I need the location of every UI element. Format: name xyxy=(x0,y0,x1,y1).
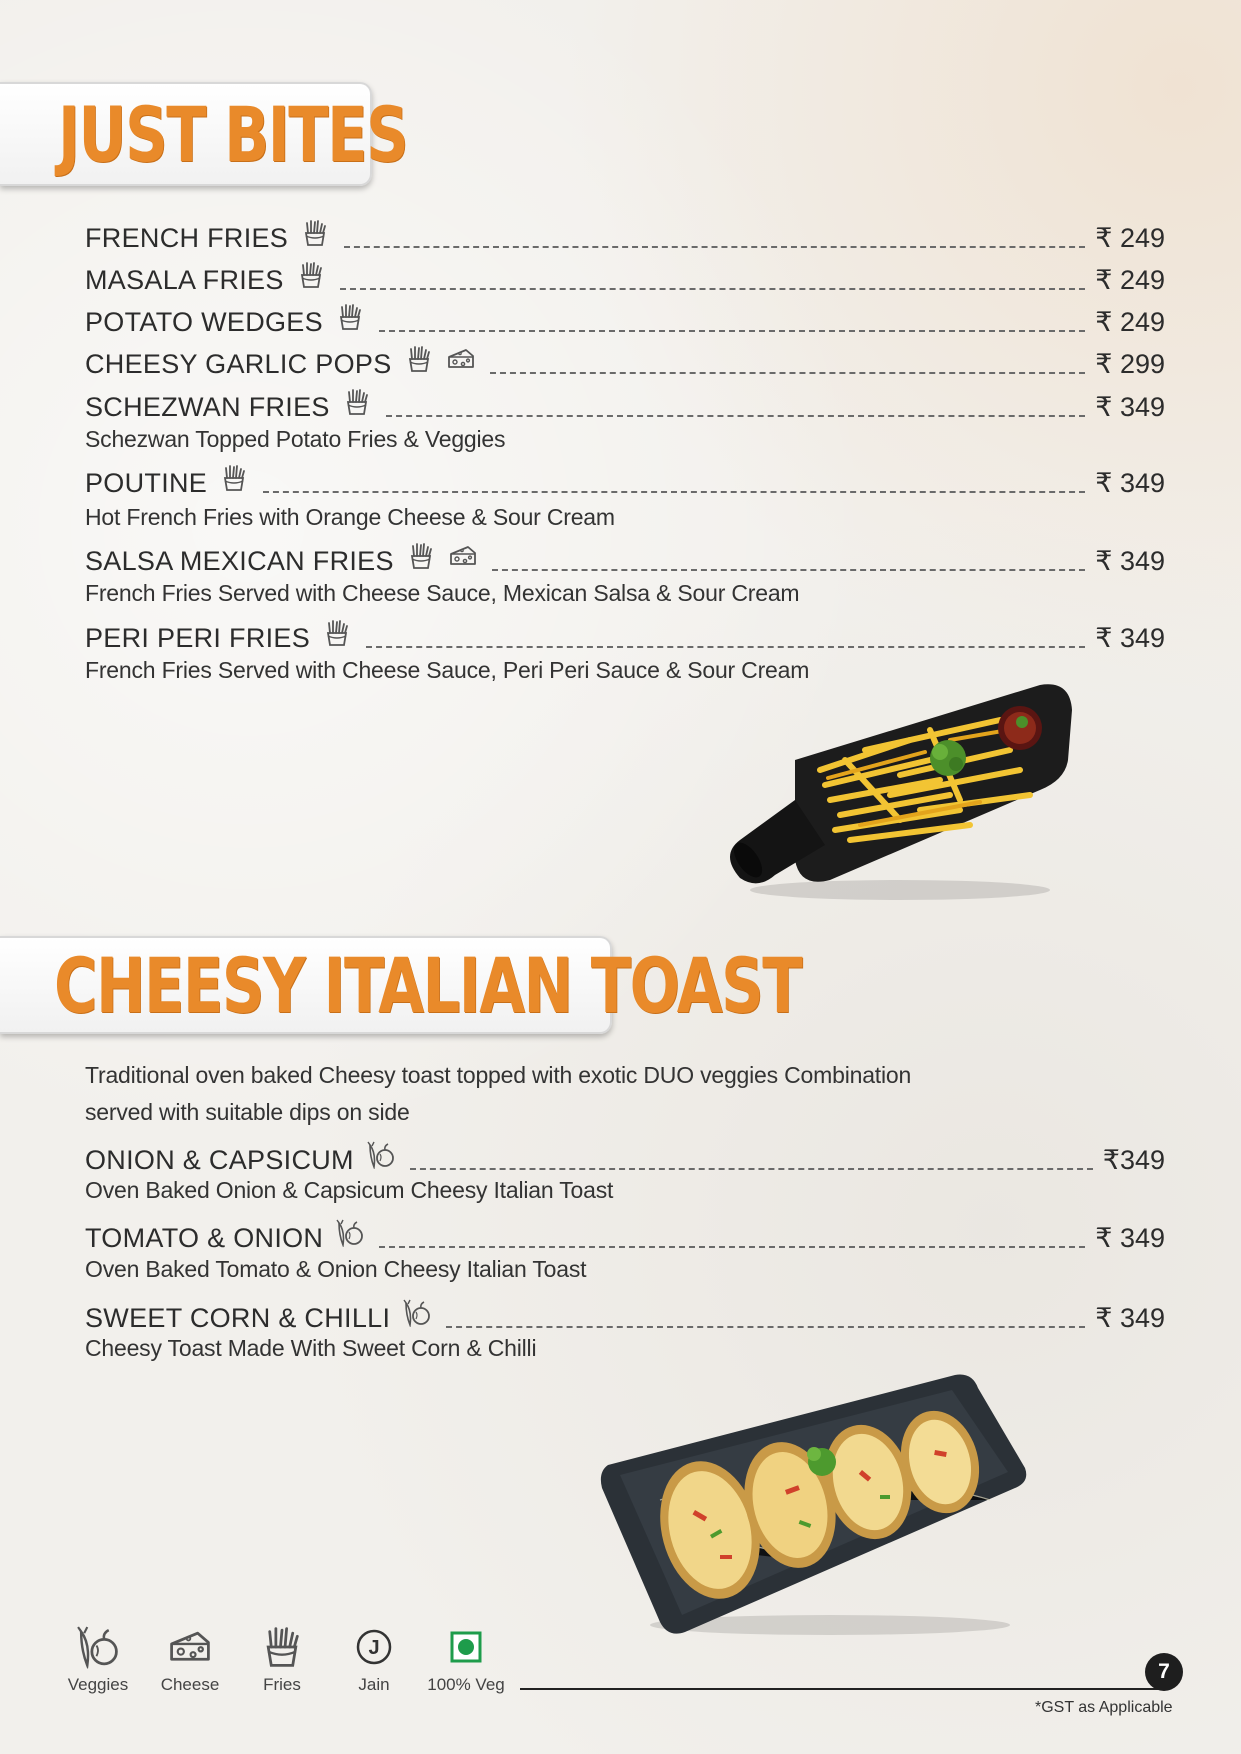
dot-leader xyxy=(344,246,1085,248)
menu-item xyxy=(85,537,1165,575)
item-name: SCHEZWAN FRIES xyxy=(85,392,330,422)
menu-item xyxy=(85,1214,1165,1252)
legend-label: Cheese xyxy=(160,1675,220,1694)
veggies-icon xyxy=(335,1219,365,1247)
footer-divider xyxy=(520,1688,1160,1690)
legend-item xyxy=(420,1625,512,1695)
fries-icon xyxy=(322,619,352,647)
item-price: ₹ 349 xyxy=(1095,392,1165,422)
menu-item xyxy=(85,214,1165,252)
section-title: JUST BITES xyxy=(58,89,408,179)
dot-leader xyxy=(340,288,1086,290)
legend-label: 100% Veg xyxy=(427,1675,505,1694)
legend-label: Fries xyxy=(263,1675,301,1694)
cheesy-italian-toast-banner xyxy=(0,936,802,1034)
menu-item xyxy=(85,383,1165,421)
fries-icon xyxy=(259,1625,305,1669)
item-price: ₹349 xyxy=(1102,1145,1165,1175)
fries-icon xyxy=(404,345,434,373)
dot-leader xyxy=(490,372,1086,374)
item-description: Hot French Fries with Orange Cheese & Sour Cream xyxy=(85,504,615,530)
item-description: Schezwan Topped Potato Fries & Veggies xyxy=(85,426,506,452)
veggies-icon xyxy=(366,1141,396,1169)
legend-item xyxy=(328,1625,420,1695)
cheese-icon xyxy=(446,345,476,373)
item-price: ₹ 349 xyxy=(1095,623,1165,653)
item-price: ₹ 349 xyxy=(1095,1303,1165,1333)
menu-item xyxy=(85,340,1165,378)
item-name: PERI PERI FRIES xyxy=(85,623,311,653)
cheese-icon xyxy=(448,542,478,570)
legend-item xyxy=(144,1625,236,1695)
item-name: SALSA MEXICAN FRIES xyxy=(85,546,394,576)
item-name: SWEET CORN & CHILLI xyxy=(85,1303,391,1333)
item-name: CHEESY GARLIC POPS xyxy=(85,349,392,379)
fries-icon xyxy=(406,542,436,570)
item-description: Oven Baked Onion & Capsicum Cheesy Italian Toast xyxy=(85,1177,614,1203)
french-fries-photo xyxy=(700,680,1080,910)
legend-label: Veggies xyxy=(67,1675,129,1694)
fries-icon xyxy=(219,464,249,492)
item-price: ₹ 349 xyxy=(1095,468,1165,498)
item-name: ONION & CAPSICUM xyxy=(85,1145,354,1175)
svg-text:J: J xyxy=(368,1637,380,1659)
menu-item xyxy=(85,459,1165,497)
menu-item xyxy=(85,614,1165,652)
cheesy-toast-photo xyxy=(600,1370,1040,1640)
item-description: French Fries Served with Cheese Sauce, Mexican Salsa & Sour Cream xyxy=(85,580,800,606)
section-intro: served with suitable dips on side xyxy=(85,1099,410,1125)
fries-icon xyxy=(296,261,326,289)
item-price: ₹ 299 xyxy=(1095,349,1165,379)
item-price: ₹ 249 xyxy=(1095,307,1165,337)
dot-leader xyxy=(379,1246,1085,1248)
veggies-icon xyxy=(402,1299,432,1327)
legend-item xyxy=(236,1625,328,1695)
item-name: TOMATO & ONION xyxy=(85,1223,324,1253)
item-name: FRENCH FRIES xyxy=(85,223,289,253)
item-name: MASALA FRIES xyxy=(85,265,284,295)
item-description: Oven Baked Tomato & Onion Cheesy Italian Toast xyxy=(85,1256,587,1282)
menu-item xyxy=(85,1136,1165,1174)
item-description: Cheesy Toast Made With Sweet Corn & Chilli xyxy=(85,1335,537,1361)
page-number: 7 xyxy=(1145,1653,1183,1691)
dot-leader xyxy=(446,1326,1085,1328)
item-price: ₹ 349 xyxy=(1095,1223,1165,1253)
fries-icon xyxy=(335,303,365,331)
legend-item xyxy=(52,1625,144,1695)
dot-leader xyxy=(366,646,1085,648)
gst-note: *GST as Applicable xyxy=(1035,1699,1173,1716)
dot-leader xyxy=(492,569,1085,571)
item-price: ₹ 249 xyxy=(1095,223,1165,253)
fries-icon xyxy=(342,388,372,416)
item-price: ₹ 249 xyxy=(1095,265,1165,295)
item-name: POUTINE xyxy=(85,468,208,498)
dot-leader xyxy=(386,415,1086,417)
legend-label: Jain xyxy=(358,1675,390,1694)
menu-item xyxy=(85,256,1165,294)
veg-mark-icon xyxy=(443,1625,489,1669)
item-price: ₹ 349 xyxy=(1095,546,1165,576)
dot-leader xyxy=(410,1168,1093,1170)
fries-icon xyxy=(300,219,330,247)
cheese-icon xyxy=(167,1625,213,1669)
section-intro: Traditional oven baked Cheesy toast topped with exotic DUO veggies Combination xyxy=(85,1062,912,1088)
menu-item xyxy=(85,1294,1165,1332)
section-title: CHEESY ITALIAN TOAST xyxy=(54,940,802,1030)
just-bites-banner xyxy=(0,82,408,186)
item-name: POTATO WEDGES xyxy=(85,307,323,337)
dot-leader xyxy=(379,330,1085,332)
dot-leader xyxy=(263,491,1085,493)
item-description: French Fries Served with Cheese Sauce, Peri Peri Sauce & Sour Cream xyxy=(85,657,810,683)
jain-icon xyxy=(351,1625,397,1669)
dietary-legend xyxy=(52,1625,512,1695)
menu-item xyxy=(85,298,1165,336)
veggies-icon xyxy=(75,1625,121,1669)
